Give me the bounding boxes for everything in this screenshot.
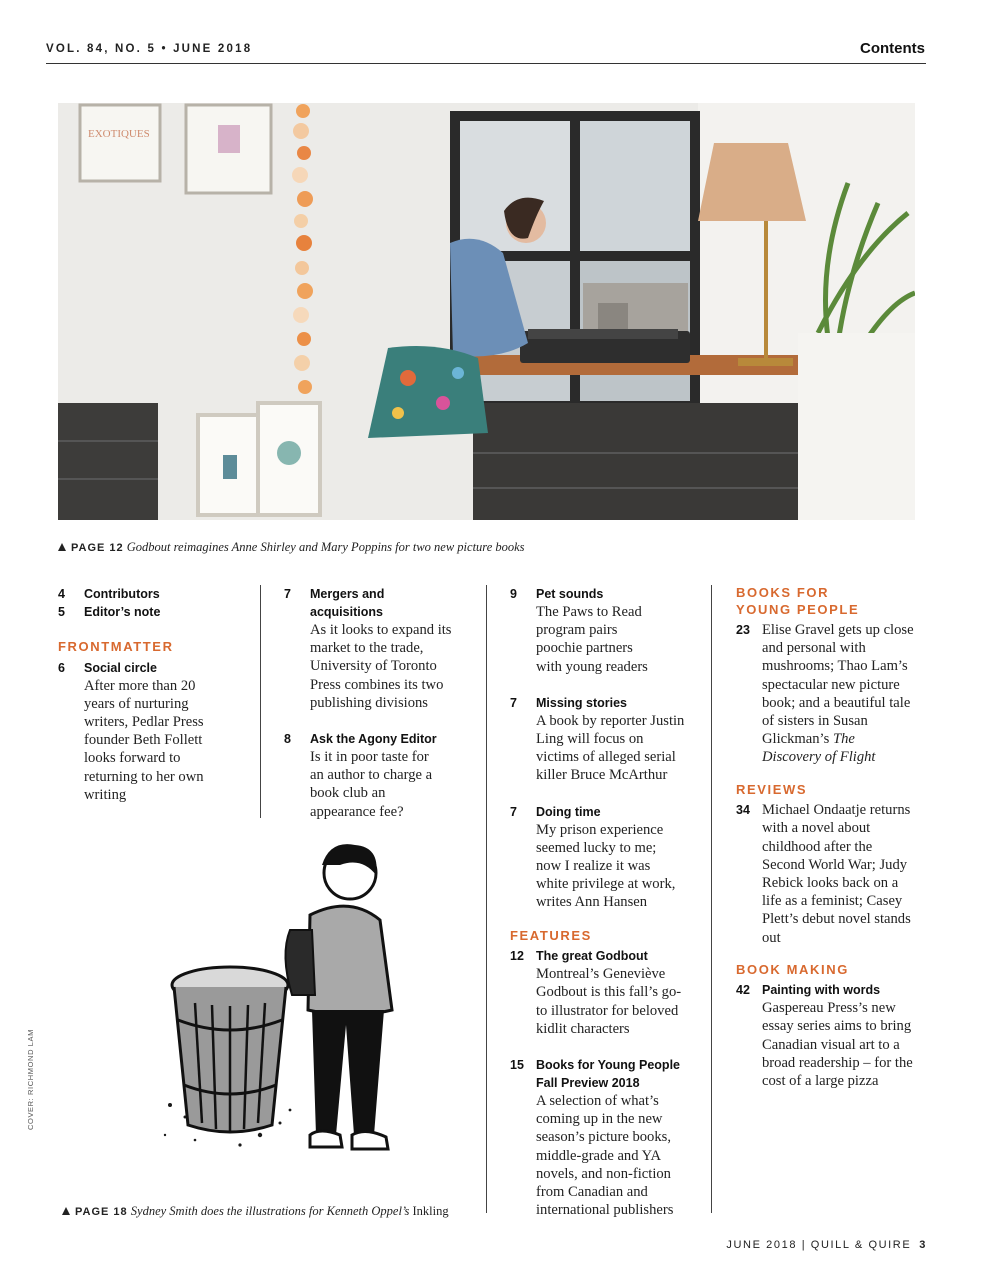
ink-illustration — [140, 835, 460, 1180]
section-heading-book-making: BOOK MAKING — [736, 961, 849, 977]
page-number: 5 — [58, 605, 65, 619]
footer-page-number: 3 — [919, 1239, 927, 1251]
header-rule — [46, 63, 926, 64]
page-number: 7 — [510, 695, 517, 710]
caption-text: Sydney Smith does the illustrations for Kenneth Oppel’s — [130, 1204, 410, 1218]
section-heading-features: FEATURES — [510, 927, 592, 943]
page-number: 9 — [510, 587, 517, 601]
page-number: 42 — [736, 983, 750, 998]
toc-entry — [510, 803, 720, 912]
toc-entry — [58, 659, 268, 804]
page-number: 6 — [58, 660, 65, 675]
toc-column-4 — [736, 585, 921, 1108]
toc-entry — [510, 585, 720, 676]
feature-photo — [58, 103, 915, 520]
issue-line: VOL. 84, NO. 5 • JUNE 2018 — [46, 43, 253, 55]
toc-entry — [510, 947, 720, 1038]
toc-entry — [510, 694, 720, 785]
page-footer — [726, 1239, 927, 1251]
section-title: Contents — [860, 40, 925, 57]
entry-title: Painting with words — [762, 983, 881, 998]
illustration-caption — [62, 1204, 449, 1219]
entry-description: My prison experience seemed lucky to me; now I realize it was white privilege at work, writes Ann Hansen — [536, 821, 676, 911]
toc-entry — [284, 730, 494, 821]
entry-title: Ask the Agony Editor — [310, 732, 437, 747]
toc-entry — [736, 621, 921, 767]
entry-title: Social circle — [84, 660, 157, 675]
caption-text: Godbout reimagines Anne Shirley and Mary Poppins for two new picture books — [126, 540, 525, 554]
toc-entry — [58, 585, 268, 603]
photo-caption — [58, 540, 525, 555]
caption-page-label: PAGE 18 — [75, 1206, 128, 1218]
page-number: 8 — [284, 732, 291, 747]
entry-description: As it looks to expand its market to the trade, University of Toronto Press combines its two publishing divisions — [310, 622, 452, 711]
caption-page-label: PAGE 12 — [71, 542, 124, 554]
triangle-up-icon — [62, 1207, 70, 1215]
triangle-up-icon — [58, 543, 66, 551]
entry-description — [762, 621, 914, 767]
toc-column-1 — [58, 585, 268, 822]
caption-book-title: Inkling — [412, 1204, 449, 1218]
exotiques-print-text: EXOTIQUES — [88, 128, 150, 140]
entry-title: Pet sounds — [536, 587, 604, 601]
entry-title: Books for Young People Fall Preview 2018 — [536, 1057, 680, 1090]
toc-column-3 — [510, 585, 720, 1237]
footer-text: JUNE 2018 | QUILL & QUIRE — [726, 1239, 912, 1251]
entry-description: A selection of what’s coming up in the new season’s picture books, middle-grade and YA novels, and non-fiction from Canadian and international publishers — [536, 1092, 674, 1219]
page-number: 7 — [284, 587, 291, 601]
page-number: 23 — [736, 623, 750, 637]
entry-description: Gaspereau Press’s new essay series aims to bring Canadian visual art to a broad readership – for the cost of a large pizza — [762, 1000, 913, 1090]
entry-title: Doing time — [536, 804, 601, 819]
toc-column-2 — [284, 585, 494, 839]
entry-title: Mergers and acquisitions — [310, 587, 385, 619]
entry-title: Missing stories — [536, 695, 627, 710]
entry-description: The Paws to Read program pairs poochie partners with young readers — [536, 604, 648, 675]
entry-description: Michael Ondaatje returns with a novel about childhood after the Second World War; Judy Rebick looks back on a life as a feminist; Casey Plett’s debut novel stands out — [762, 802, 911, 946]
toc-entry — [736, 801, 921, 947]
entry-description: A book by reporter Justin Ling will focus on victims of alleged serial killer Bruce McArthur — [536, 712, 685, 784]
toc-entry — [736, 981, 921, 1090]
page-number: 4 — [58, 587, 65, 601]
entry-description: Is it in poor taste for an author to charge a book club an appearance fee? — [310, 749, 433, 820]
entry-description-text: Elise Gravel gets up close and personal with mushrooms; Thao Lam’s spectacular new picture book; and a beautiful tale of sisters in Susan Glickman’s — [762, 622, 914, 748]
page-number: 12 — [510, 949, 524, 964]
toc-entry — [510, 1056, 720, 1219]
entry-description: Montreal’s Geneviève Godbout is this fall’s go-to illustrator for beloved kidlit characters — [536, 966, 682, 1037]
toc-entry — [284, 585, 494, 712]
entry-title: The great Godbout — [536, 949, 648, 964]
section-heading-books-for-young-people: BOOKS FOR YOUNG PEOPLE — [736, 585, 860, 617]
entry-title: Contributors — [84, 587, 160, 601]
page-number: 15 — [510, 1057, 524, 1072]
entry-description: After more than 20 years of nurturing writers, Pedlar Press founder Beth Follett looks forward to returning to her own writing — [84, 677, 204, 803]
entry-title: Editor’s note — [84, 605, 161, 619]
page-number: 34 — [736, 803, 750, 818]
page-number: 7 — [510, 804, 517, 819]
cover-credit: COVER: RICHMOND LAM — [26, 1029, 35, 1130]
toc-entry — [58, 603, 268, 621]
section-heading-reviews: REVIEWS — [736, 781, 808, 797]
section-heading-frontmatter: FRONTMATTER — [58, 639, 174, 654]
book-title: The Discovery of Flight — [762, 731, 876, 766]
